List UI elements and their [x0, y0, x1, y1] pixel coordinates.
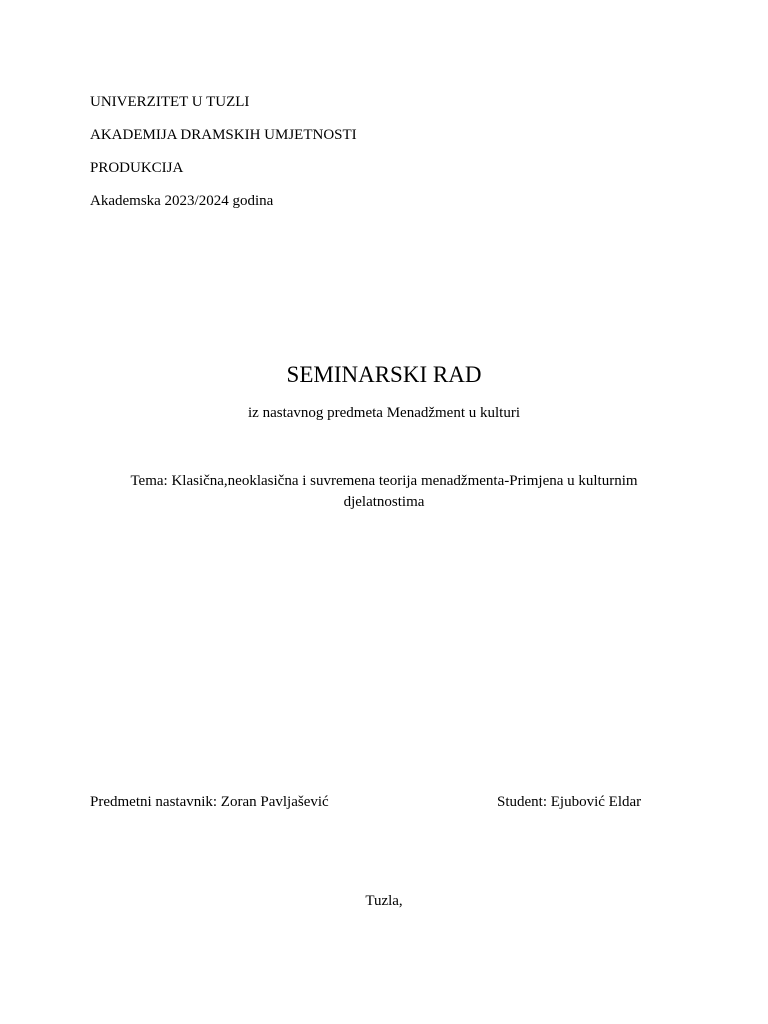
teacher-line: Predmetni nastavnik: Zoran Pavljašević — [90, 794, 329, 810]
document-subtitle: iz nastavnog predmeta Menadžment u kulturi — [248, 405, 520, 421]
department-name: PRODUKCIJA — [90, 160, 184, 176]
place-line: Tuzla, — [365, 893, 403, 909]
academic-year: Akademska 2023/2024 godina — [90, 193, 274, 209]
topic-paragraph — [110, 471, 658, 513]
topic-label: Tema: — [130, 473, 168, 489]
topic-text: Klasična,neoklasična i suvremena teorija menadžmenta-Primjena u kulturnim djelatnostima — [167, 473, 638, 510]
academy-name: AKADEMIJA DRAMSKIH UMJETNOSTI — [90, 127, 357, 143]
student-line: Student: Ejubović Eldar — [497, 794, 642, 810]
university-name: UNIVERZITET U TUZLI — [90, 94, 250, 110]
document-title: SEMINARSKI RAD — [286, 362, 482, 387]
